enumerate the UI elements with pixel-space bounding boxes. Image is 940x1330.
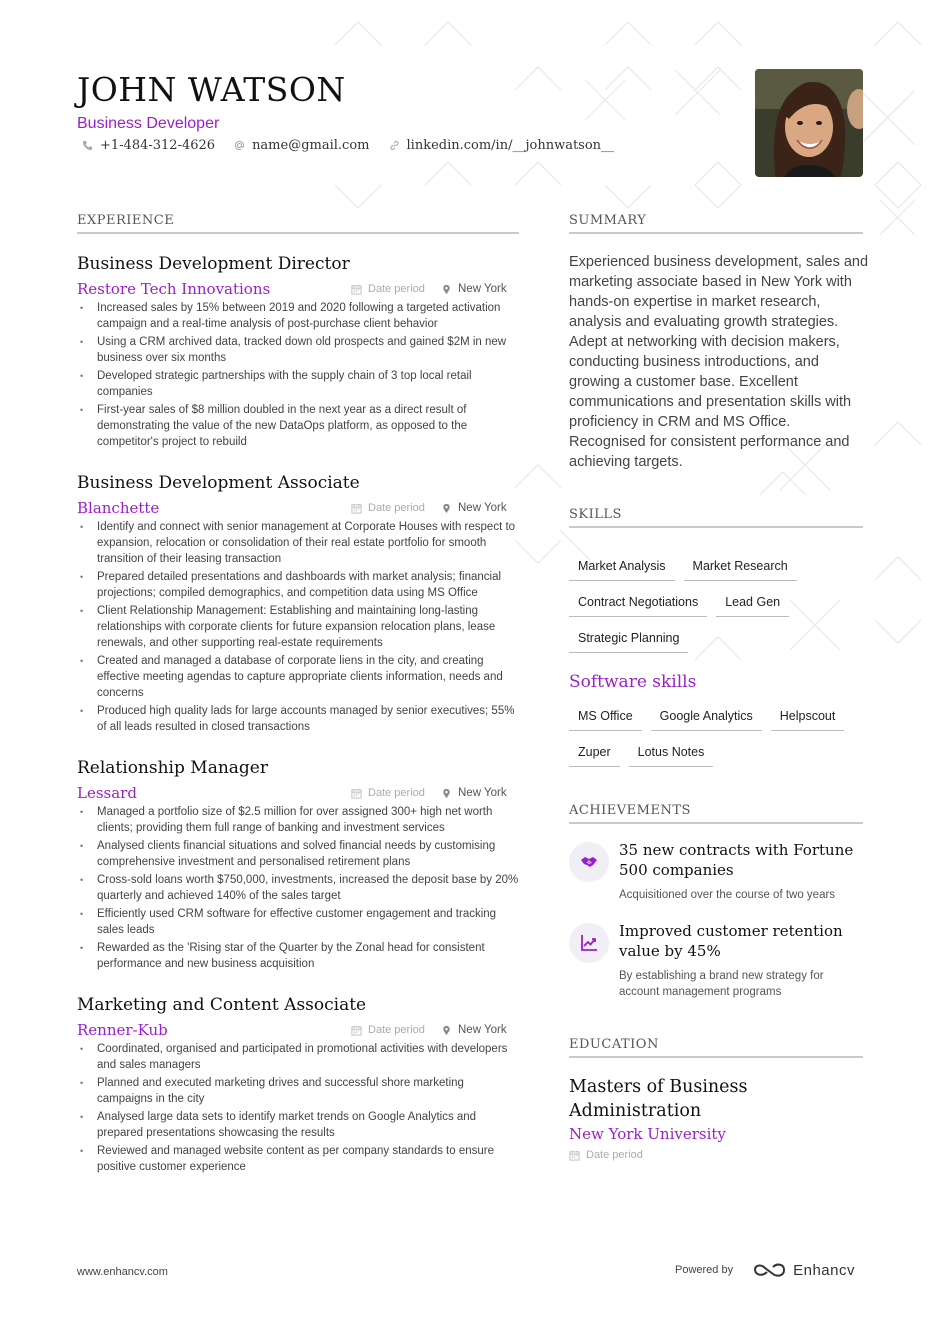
achievement-item (569, 842, 869, 912)
software-tag: MS Office (569, 703, 642, 731)
bullet-item: • First-year sales of $8 million doubled in the next year as a direct result of demonstrating the value of the new DataOps platform, as opposed to the competitor's project to rebuild (77, 402, 519, 450)
phone-icon (82, 140, 93, 151)
summary-text: Experienced business development, sales and marketing associate based in New York with hands-on expertise in market research, analysis and evaluating growth strategies. Adept at networking with decision makers, conducting business introductions, and growing a customer base. Excellent communications and presentation skills with proficiency in CRM and MS Office. Recognised for consistent performance and achieving targets. (569, 254, 869, 470)
job-date (351, 500, 425, 516)
bullet-item: • Using a CRM archived data, tracked down old prospects and gained $2M in new business over six months (77, 334, 519, 366)
location-pin-icon (441, 503, 452, 514)
software-row (569, 739, 722, 767)
chart-up-icon (569, 923, 609, 963)
skills-section-title: SKILLS (569, 507, 863, 528)
job-title: Relationship Manager (77, 758, 268, 778)
link-icon (389, 140, 400, 151)
education-date (569, 1149, 643, 1161)
bullet-item: • Increased sales by 15% between 2019 and 2020 following a targeted activation campaign and a real-time analysis of post-purchase client behavior (77, 300, 519, 332)
contact-info (82, 138, 633, 153)
bullet-item: • Reviewed and managed website content as per company standards to ensure positive customer experience (77, 1143, 519, 1175)
job-location (441, 785, 507, 801)
achievement-item (569, 923, 869, 1003)
location-text: New York (458, 283, 507, 295)
bullet-item: • Analysed large data sets to identify market trends on Google Analytics and prepared presentations showcasing the results (77, 1109, 519, 1141)
calendar-icon (351, 503, 362, 514)
job-date (351, 785, 425, 801)
date-text: Date period (368, 1024, 425, 1036)
software-skills-title: Software skills (569, 672, 697, 692)
bullet-item: • Produced high quality lads for large accounts managed by senior executives; 55% of all leads resulted in closed transactions (77, 703, 519, 735)
skill-tag: Market Analysis (569, 553, 675, 581)
bullet-item: • Identify and connect with senior management at Corporate Houses with respect to expansion, relocation or consolidation of their real estate portfolio for smooth transition of their leasing transaction (77, 519, 519, 567)
company-name: Restore Tech Innovations (77, 280, 271, 298)
achievement-title: 35 new contracts with Fortune 500 companies (619, 841, 854, 879)
education-section-title: EDUCATION (569, 1037, 863, 1058)
calendar-icon (351, 284, 362, 295)
job-location (441, 281, 507, 297)
enhancv-logo-icon (753, 1261, 787, 1279)
software-tag: Helpscout (771, 703, 845, 731)
location-pin-icon (441, 788, 452, 799)
software-tag: Google Analytics (651, 703, 762, 731)
job-location (441, 500, 507, 516)
linkedin-contact[interactable] (389, 138, 615, 153)
achievements-section-title: ACHIEVEMENTS (569, 803, 863, 824)
job-bullets (77, 804, 519, 972)
bullet-item: • Managed a portfolio size of $2.5 million for over assigned 300+ high net worth clients; providing them full range of banking and investment services (77, 804, 519, 836)
calendar-icon (351, 788, 362, 799)
school-name: New York University (569, 1125, 726, 1143)
job-bullets (77, 1041, 519, 1175)
software-tag: Zuper (569, 739, 620, 767)
degree-title: Masters of Business Administration (569, 1077, 748, 1121)
job-entry (77, 993, 519, 1177)
software-tag: Lotus Notes (629, 739, 714, 767)
summary-section-title: SUMMARY (569, 213, 863, 234)
calendar-icon (351, 1025, 362, 1036)
bullet-item: • Cross-sold loans worth $750,000, investments, increased the deposit base by 20% quarterly and achieved 140% of the sales target (77, 872, 519, 904)
email-contact[interactable] (234, 138, 369, 153)
skill-tag: Market Research (684, 553, 797, 581)
location-text: New York (458, 787, 507, 799)
bullet-item: • Created and managed a database of corporate liens in the city, and creating effective meeting agendas to capture appropriate clients information, needs and concerns (77, 653, 519, 701)
software-row (569, 703, 853, 731)
job-entry (77, 471, 519, 737)
job-location (441, 1022, 507, 1038)
skills-row (569, 589, 798, 617)
candidate-role: Business Developer (77, 115, 220, 132)
skills-row (569, 553, 806, 581)
company-name: Blanchette (77, 499, 160, 517)
phone-number: +1-484-312-4626 (100, 138, 216, 153)
bullet-item: • Analysed clients financial situations and solved financial needs by customising comprehensive investment and personalised retirement plans (77, 838, 519, 870)
brand-name: Enhancv (793, 1261, 855, 1279)
job-bullets (77, 300, 519, 450)
bullet-item: • Client Relationship Management: Establishing and maintaining long-lasting relationships with corporate clients for future expansion relocation plans, lease renewals, and other supporting real-estate requirements (77, 603, 519, 651)
email-address: name@gmail.com (252, 138, 370, 153)
bullet-item: • Developed strategic partnerships with the supply chain of 3 top local retail companies (77, 368, 519, 400)
handshake-icon (569, 842, 609, 882)
company-name: Renner-Kub (77, 1021, 168, 1039)
footer-website[interactable]: www.enhancv.com (77, 1266, 168, 1278)
location-pin-icon (441, 284, 452, 295)
achievement-desc: Acquisitioned over the course of two years (619, 889, 836, 901)
bullet-item: • Planned and executed marketing drives and successful shore marketing campaigns in the city (77, 1075, 519, 1107)
achievement-desc: By establishing a brand new strategy for account management programs (619, 970, 824, 998)
experience-section-title: EXPERIENCE (77, 213, 519, 234)
job-title: Marketing and Content Associate (77, 995, 367, 1015)
date-text: Date period (368, 502, 425, 514)
job-title: Business Development Associate (77, 473, 360, 493)
skills-row (569, 625, 697, 653)
calendar-icon (569, 1150, 580, 1161)
bullet-item: • Prepared detailed presentations and dashboards with market analysis; financial projections; compiled demographics, and competition data using MS Office (77, 569, 519, 601)
job-bullets (77, 519, 519, 735)
location-text: New York (458, 1024, 507, 1036)
job-date (351, 281, 425, 297)
company-name: Lessard (77, 784, 137, 802)
skill-tag: Contract Negotiations (569, 589, 707, 617)
skill-tag: Strategic Planning (569, 625, 688, 653)
location-text: New York (458, 502, 507, 514)
powered-by-label: Powered by (675, 1264, 734, 1276)
skill-tag: Lead Gen (716, 589, 789, 617)
date-text: Date period (368, 787, 425, 799)
phone-contact[interactable] (82, 138, 215, 153)
job-date (351, 1022, 425, 1038)
date-text: Date period (368, 283, 425, 295)
bullet-item: • Rewarded as the 'Rising star of the Quarter by the Zonal head for consistent performance and new business acquisition (77, 940, 519, 972)
location-pin-icon (441, 1025, 452, 1036)
footer-branding[interactable] (675, 1261, 855, 1279)
job-entry (77, 252, 519, 452)
achievement-title: Improved customer retention value by 45% (619, 922, 843, 960)
job-title: Business Development Director (77, 254, 350, 274)
at-icon (234, 140, 245, 151)
bullet-item: • Efficiently used CRM software for effective customer engagement and tracking sales leads (77, 906, 519, 938)
linkedin-url: linkedin.com/in/__johnwatson__ (406, 138, 615, 153)
candidate-name: JOHN WATSON (77, 70, 346, 109)
date-text: Date period (586, 1149, 643, 1161)
avatar-illustration (755, 69, 863, 177)
bullet-item: • Coordinated, organised and participated in promotional activities with developers and sales managers (77, 1041, 519, 1073)
profile-photo (755, 69, 863, 177)
job-entry (77, 756, 519, 974)
